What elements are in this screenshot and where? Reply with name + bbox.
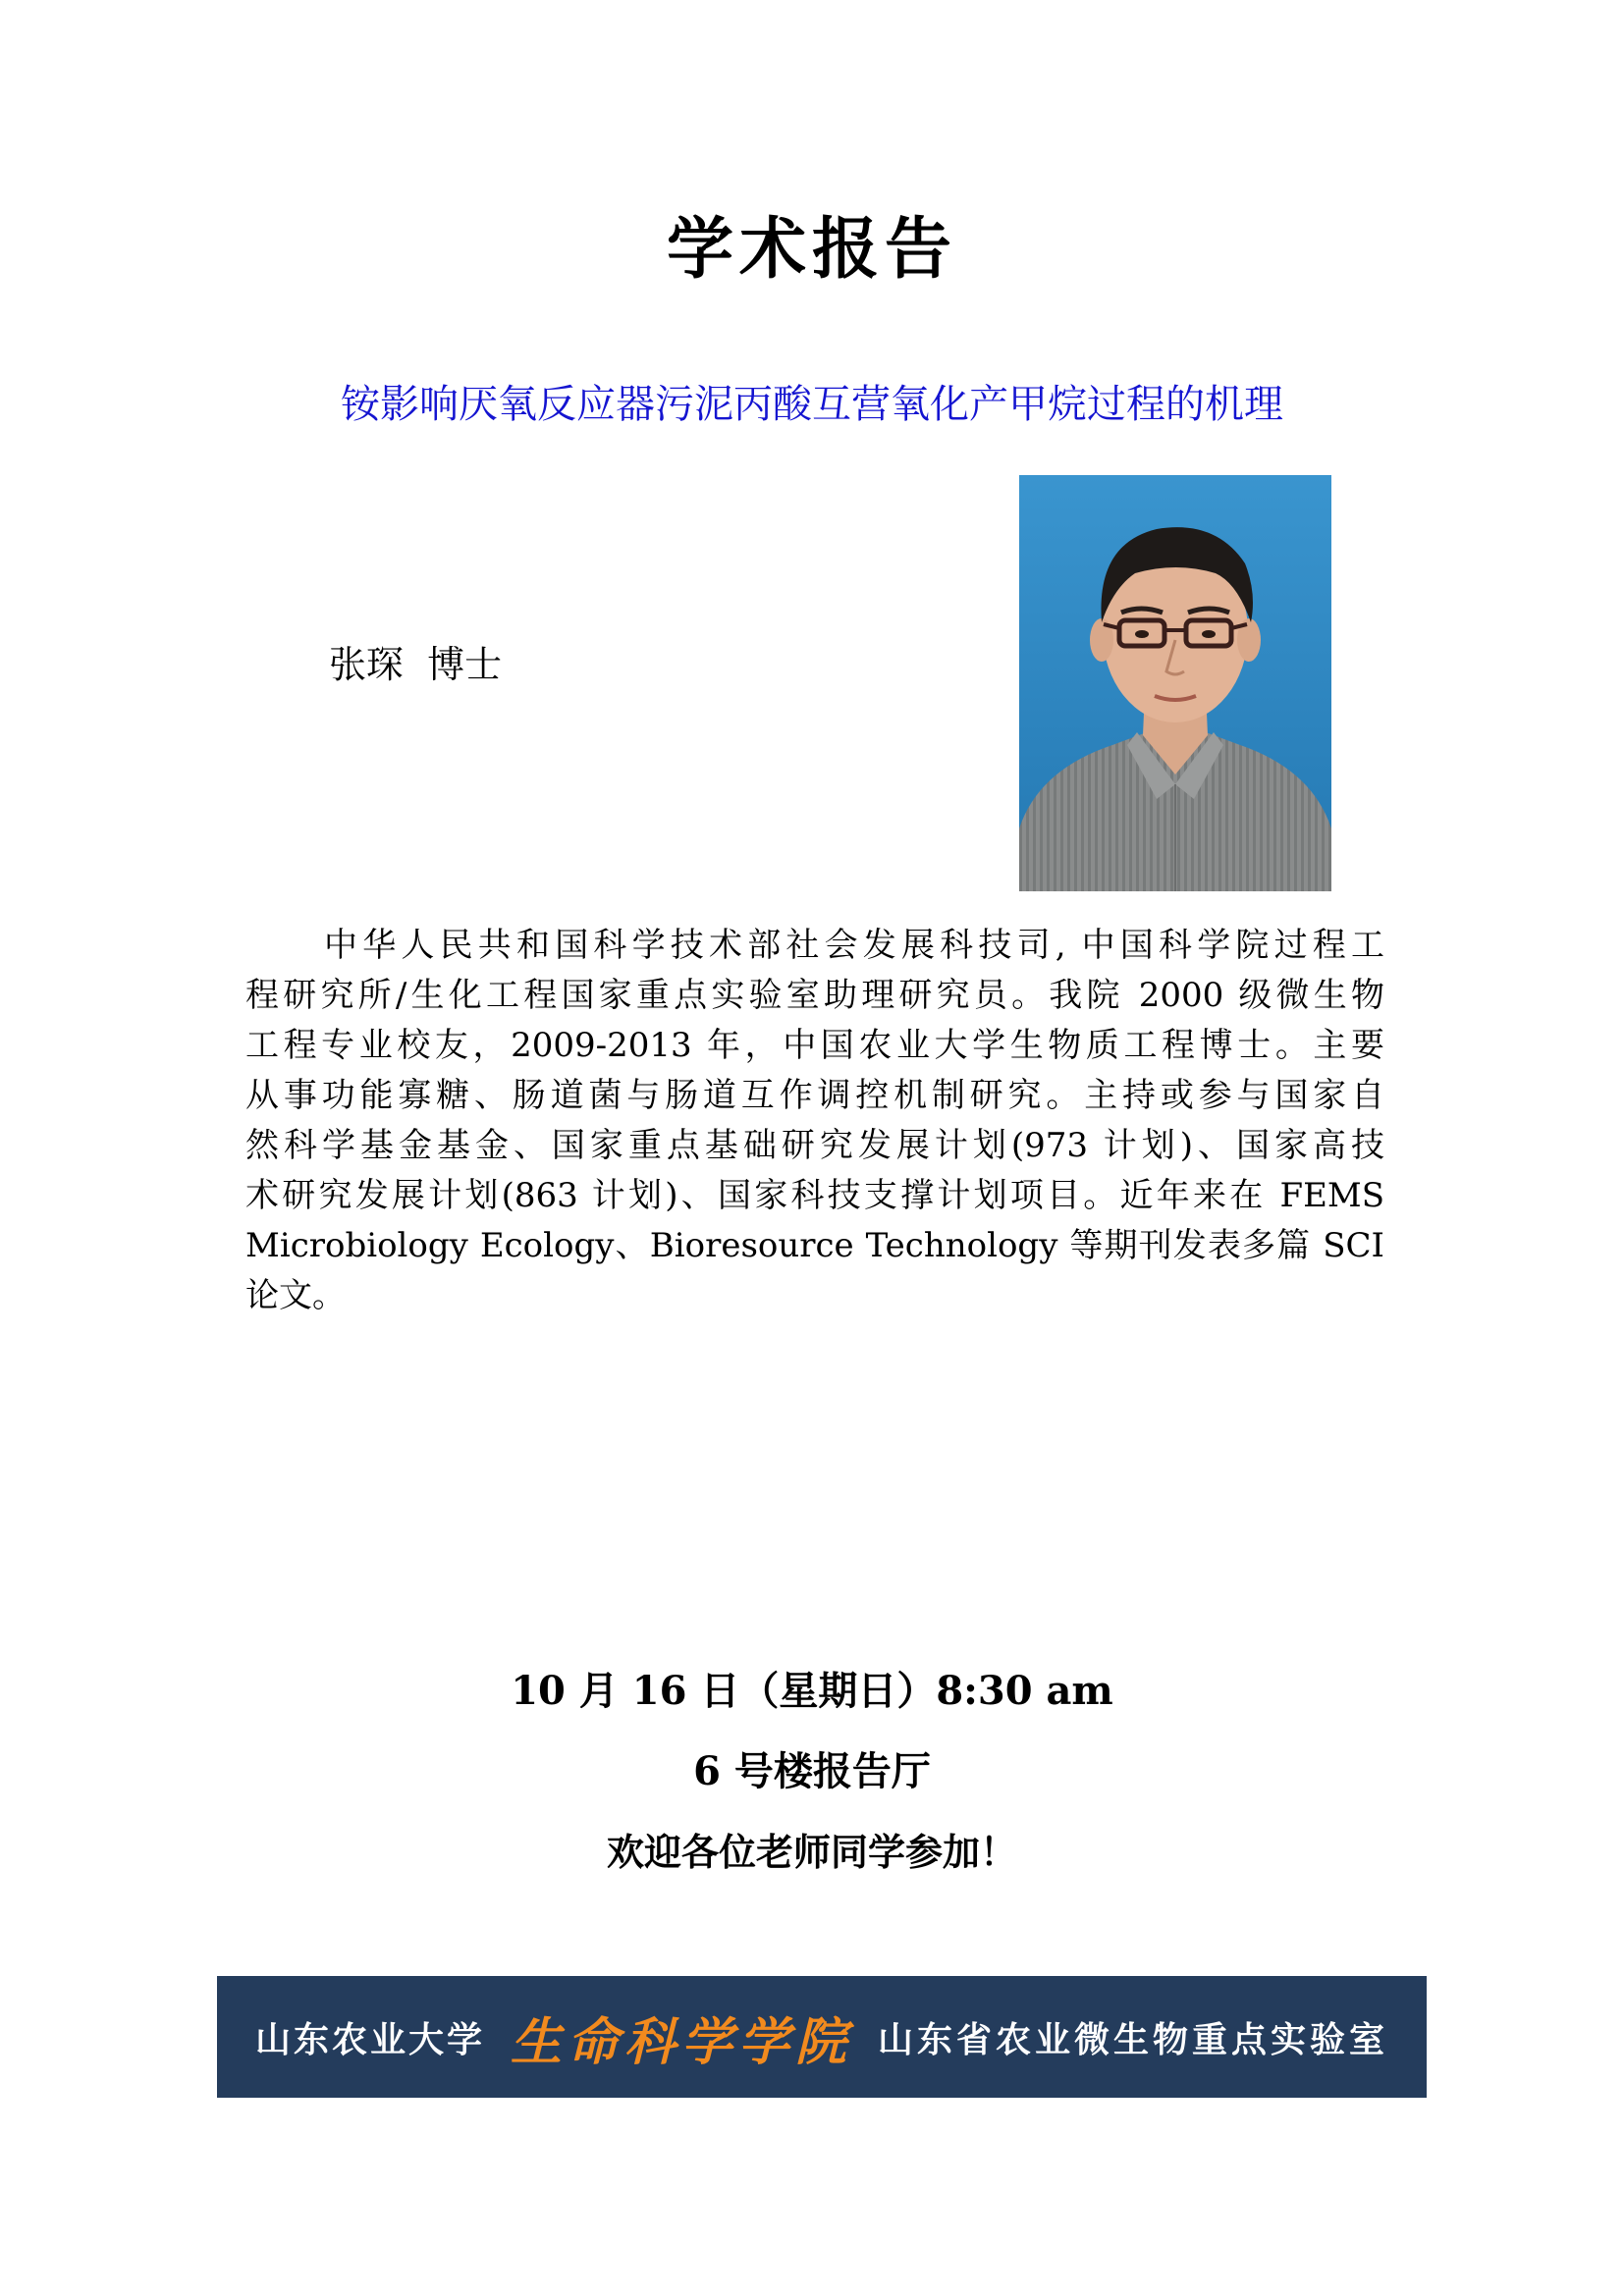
footer-laboratory: 山东省农业微生物重点实验室 — [878, 2018, 1389, 2060]
welcome-message: 欢迎各位老师同学参加！ — [606, 1830, 1017, 1874]
footer-college: 生命科学学院 — [510, 2011, 852, 2072]
bio-line: 程研究所/生化工程国家重点实验室助理研究员。我院 2000 级微生物 — [245, 976, 1384, 1015]
report-topic: 铵影响厌氧反应器污泥丙酸互营氧化产甲烷过程的机理 — [341, 382, 1283, 427]
footer-university: 山东农业大学 — [254, 2018, 485, 2060]
bio-line: 中华人民共和国科学技术部社会发展科技司, 中国科学院过程工 — [324, 926, 1384, 965]
speaker-bio — [245, 921, 1384, 1321]
bio-line: 术研究发展计划(863 计划)、国家科技支撑计划项目。近年来在 FEMS — [245, 1176, 1384, 1215]
bio-line: 然科学基金基金、国家重点基础研究发展计划(973 计划)、国家高技 — [245, 1126, 1384, 1165]
event-venue: 6 号楼报告厅 — [693, 1748, 931, 1794]
event-datetime: 10 月 16 日（星期日）8:30 am — [511, 1668, 1113, 1714]
speaker-name: 张琛 博士 — [329, 643, 503, 686]
speaker-photo — [1019, 475, 1331, 891]
footer-banner — [217, 1976, 1427, 2098]
bio-line: 论文。 — [245, 1276, 346, 1315]
bio-line: Microbiology Ecology、Bioresource Technology 等期刊发表多篇 SCI — [245, 1226, 1384, 1265]
bio-line: 从事功能寡糖、肠道菌与肠道互作调控机制研究。主持或参与国家自 — [245, 1076, 1384, 1115]
page-title: 学术报告 — [666, 210, 957, 289]
bio-line: 工程专业校友，2009-2013 年，中国农业大学生物质工程博士。主要 — [245, 1026, 1384, 1065]
